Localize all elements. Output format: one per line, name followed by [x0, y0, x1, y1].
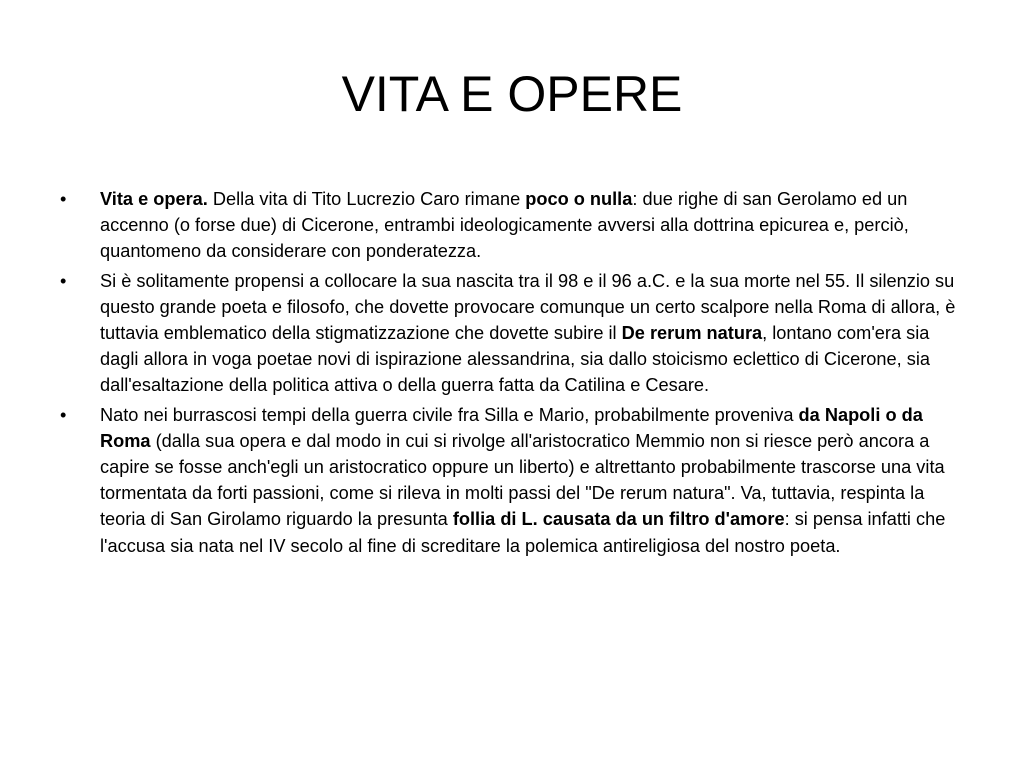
bold-text: da Napoli o da Roma: [100, 404, 923, 451]
bold-text: poco o nulla: [525, 189, 633, 209]
bullet-icon: •: [60, 270, 67, 291]
body-text: : due righe di san Gerolamo ed un accenno (o forse due) di Cicerone, entrambi ideologicamente avversi alla dottrina epicurea e, perciò, quantomeno da considerare con ponderatezza.: [100, 189, 909, 262]
body-text: (dalla sua opera e dal modo in cui si rivolge all'aristocratico Memmio non si riesce però ancora a capire se fosse anch'egli un aristocratico oppure un liberto) e altrettanto probabilmente trascorse una vita tormentata da forti passioni, come si rileva in molti passi del "De rerum natura". Va, tuttavia, respinta la teoria di San Girolamo riguardo la presunta: [100, 430, 945, 530]
body-text: Della vita di Tito Lucrezio Caro rimane: [207, 189, 526, 209]
bullet-icon: •: [60, 404, 67, 425]
bold-text: De rerum natura: [621, 323, 763, 344]
body-text: Nato nei burrascosi tempi della guerra civile fra Silla e Mario, probabilmente proveniva: [100, 404, 799, 425]
list-item: [60, 402, 966, 559]
list-item: [60, 268, 966, 399]
bold-text: follia di L. causata da un filtro d'amore: [452, 509, 785, 530]
body-text: : si pensa infatti che l'accusa sia nata nel IV secolo al fine di screditare la polemica antireligiosa del nostro poeta.: [100, 509, 946, 556]
slide-title: VITA E OPERE: [341, 66, 683, 122]
bold-text: Vita e opera.: [100, 189, 208, 209]
list-item: [60, 186, 966, 265]
body-text: , lontano com'era sia dagli allora in voga poetae novi di ispirazione alessandrina, sia dallo stoicismo eclettico di Cicerone, sia dall'esaltazione della politica attiva o della guerra fatta da Catilina e Cesare.: [100, 323, 931, 396]
bullet-list: [60, 186, 966, 562]
bullet-icon: •: [60, 189, 67, 209]
body-text: Si è solitamente propensi a collocare la sua nascita tra il 98 e il 96 a.C. e la sua morte nel 55. Il silenzio su questo grande poeta e filosofo, che dovette provocare comunque un certo scalpore nella Roma di allora, è tuttavia emblematico della stigmatizzazione che dovette subire il: [100, 270, 956, 344]
